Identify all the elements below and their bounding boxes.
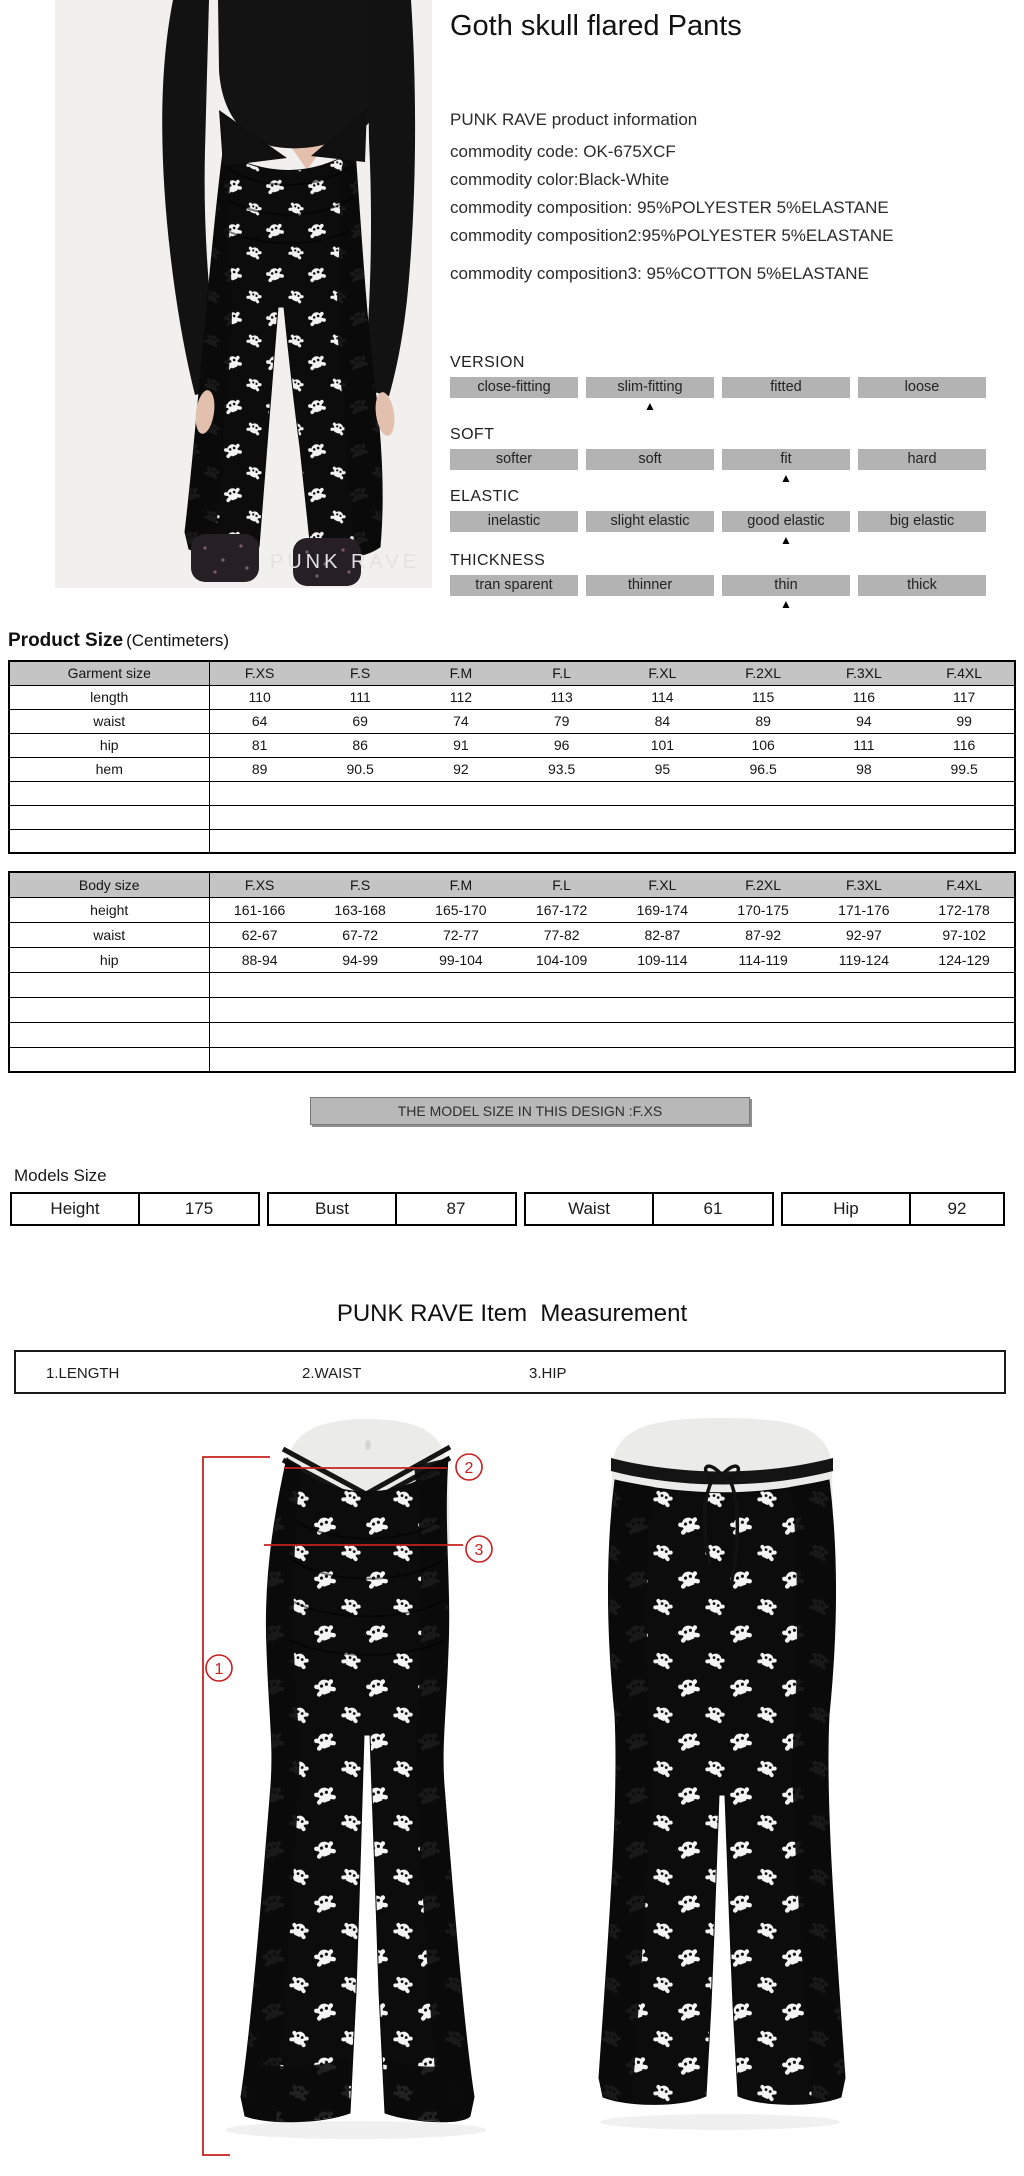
- model-size-value: 87: [446, 1199, 466, 1218]
- size-value: 119-124: [814, 947, 915, 972]
- size-value: 89: [713, 709, 814, 733]
- model-size-banner: THE MODEL SIZE IN THIS DESIGN :F.XS: [310, 1097, 750, 1125]
- empty-cell: [9, 972, 209, 997]
- size-value: 72-77: [411, 922, 512, 947]
- measurement-legend: [14, 1350, 1006, 1394]
- empty-cell: [9, 1022, 209, 1047]
- selection-arrow-icon: ▲: [780, 471, 792, 485]
- model-size-box: [10, 1192, 260, 1226]
- size-table-corner-header: Body size: [9, 872, 209, 897]
- legend-length: 1.LENGTH: [46, 1365, 120, 1382]
- size-value: 64: [209, 709, 310, 733]
- size-value: 99-104: [411, 947, 512, 972]
- product-title: Goth skull flared Pants: [450, 10, 742, 42]
- empty-cell: [9, 805, 209, 829]
- size-value: 172-178: [914, 897, 1015, 922]
- size-column-header: F.L: [511, 872, 612, 897]
- size-value: 116: [814, 685, 915, 709]
- brand-watermark: PUNK RAVE: [269, 551, 420, 573]
- size-column-header: F.2XL: [713, 661, 814, 685]
- size-value: 96: [511, 733, 612, 757]
- size-value: 111: [814, 733, 915, 757]
- size-value: 90.5: [310, 757, 411, 781]
- model-size-label: Hip: [783, 1194, 911, 1224]
- size-value: 89: [209, 757, 310, 781]
- garment-size-table: [8, 660, 1016, 854]
- attribute-option: thinner: [586, 575, 714, 596]
- product-size-heading-text: Product Size: [8, 630, 124, 651]
- product-info-line: commodity composition3: 95%COTTON 5%ELASTANE: [450, 264, 869, 283]
- empty-cell: [9, 829, 209, 853]
- attribute-option: thick: [858, 575, 986, 596]
- size-value: 110: [209, 685, 310, 709]
- front-floor-shadow: [226, 2121, 486, 2139]
- size-column-header: F.4XL: [914, 661, 1015, 685]
- size-row-label: waist: [9, 922, 209, 947]
- attribute-scales: [450, 0, 990, 620]
- empty-cell: [9, 1047, 209, 1072]
- attribute-option: thin: [722, 575, 850, 596]
- size-column-header: F.XL: [612, 872, 713, 897]
- size-value: 79: [511, 709, 612, 733]
- size-value: 91: [411, 733, 512, 757]
- model-size-label: Waist: [526, 1194, 654, 1224]
- attribute-options-row: [450, 449, 986, 470]
- size-value: 111: [310, 685, 411, 709]
- size-row-label: hip: [9, 733, 209, 757]
- product-info-line: commodity code: OK-675XCF: [450, 142, 676, 161]
- size-value: 124-129: [914, 947, 1015, 972]
- model-size-value: 61: [703, 1199, 723, 1218]
- size-value: 98: [814, 757, 915, 781]
- length-annotation-marker: [206, 1655, 232, 1681]
- size-value: 112: [411, 685, 512, 709]
- size-value: 62-67: [209, 922, 310, 947]
- product-photo: [55, 0, 432, 588]
- size-value: 167-172: [511, 897, 612, 922]
- size-value: 74: [411, 709, 512, 733]
- size-column-header: F.4XL: [914, 872, 1015, 897]
- empty-cell: [209, 1022, 1015, 1047]
- size-value: 113: [511, 685, 612, 709]
- size-value: 96.5: [713, 757, 814, 781]
- size-value: 92: [411, 757, 512, 781]
- size-value: 114: [612, 685, 713, 709]
- size-row-label: length: [9, 685, 209, 709]
- size-value: 86: [310, 733, 411, 757]
- legend-waist: 2.WAIST: [302, 1365, 362, 1382]
- size-column-header: F.S: [310, 661, 411, 685]
- back-pants-figure: [599, 1418, 845, 2104]
- size-value: 163-168: [310, 897, 411, 922]
- size-value: 115: [713, 685, 814, 709]
- size-value: 92-97: [814, 922, 915, 947]
- attribute-option: soft: [586, 449, 714, 470]
- attribute-options-row: [450, 511, 986, 532]
- size-column-header: F.S: [310, 872, 411, 897]
- attribute-option: fitted: [722, 377, 850, 398]
- selection-arrow-icon: ▲: [780, 533, 792, 547]
- attribute-name: VERSION: [450, 354, 525, 371]
- size-column-header: F.XS: [209, 661, 310, 685]
- size-row-label: hem: [9, 757, 209, 781]
- attribute-option: close-fitting: [450, 377, 578, 398]
- legend-hip: 3.HIP: [529, 1365, 567, 1382]
- selection-arrow-icon: ▲: [644, 399, 656, 413]
- size-value: 67-72: [310, 922, 411, 947]
- attribute-options-row: [450, 575, 986, 596]
- empty-cell: [209, 805, 1015, 829]
- empty-cell: [209, 1047, 1015, 1072]
- attribute-name: ELASTIC: [450, 488, 520, 505]
- size-value: 101: [612, 733, 713, 757]
- size-value: 77-82: [511, 922, 612, 947]
- attribute-options-row: [450, 377, 986, 398]
- attribute-option: tran sparent: [450, 575, 578, 596]
- size-value: 94-99: [310, 947, 411, 972]
- size-row-label: hip: [9, 947, 209, 972]
- empty-cell: [9, 997, 209, 1022]
- attribute-name: SOFT: [450, 426, 495, 443]
- size-column-header: F.L: [511, 661, 612, 685]
- size-value: 109-114: [612, 947, 713, 972]
- size-table-corner-header: Garment size: [9, 661, 209, 685]
- hip-annotation-marker: [466, 1536, 492, 1562]
- size-value: 69: [310, 709, 411, 733]
- size-row-label: height: [9, 897, 209, 922]
- attribute-option: softer: [450, 449, 578, 470]
- model-size-box: [267, 1192, 517, 1226]
- model-size-label: Height: [12, 1194, 140, 1224]
- model-size-box: [524, 1192, 774, 1226]
- product-info-header: PUNK RAVE product information: [450, 110, 698, 129]
- size-value: 99.5: [914, 757, 1015, 781]
- attribute-option: inelastic: [450, 511, 578, 532]
- attribute-option: big elastic: [858, 511, 986, 532]
- product-size-unit: (Centimeters): [126, 631, 230, 650]
- svg-text:1: 1: [214, 1661, 224, 1678]
- size-value: 169-174: [612, 897, 713, 922]
- size-value: 104-109: [511, 947, 612, 972]
- selection-arrow-icon: ▲: [780, 597, 792, 611]
- product-info-line: commodity composition: 95%POLYESTER 5%ELASTANE: [450, 198, 889, 217]
- size-value: 116: [914, 733, 1015, 757]
- attribute-option: slight elastic: [586, 511, 714, 532]
- size-value: 84: [612, 709, 713, 733]
- measurement-heading: PUNK RAVE Item Measurement: [336, 1300, 688, 1327]
- measurement-diagram: [0, 1400, 1024, 2176]
- size-column-header: F.M: [411, 661, 512, 685]
- attribute-option: loose: [858, 377, 986, 398]
- size-column-header: F.3XL: [814, 661, 915, 685]
- size-column-header: F.3XL: [814, 872, 915, 897]
- size-value: 82-87: [612, 922, 713, 947]
- size-column-header: F.M: [411, 872, 512, 897]
- size-column-header: F.XS: [209, 872, 310, 897]
- empty-cell: [209, 997, 1015, 1022]
- size-value: 170-175: [713, 897, 814, 922]
- attribute-option: good elastic: [722, 511, 850, 532]
- attribute-option: slim-fitting: [586, 377, 714, 398]
- model-size-value: 175: [184, 1199, 214, 1218]
- attribute-option: hard: [858, 449, 986, 470]
- size-value: 97-102: [914, 922, 1015, 947]
- empty-cell: [9, 781, 209, 805]
- empty-cell: [209, 829, 1015, 853]
- size-value: 99: [914, 709, 1015, 733]
- size-value: 161-166: [209, 897, 310, 922]
- model-size-label: Bust: [269, 1194, 397, 1224]
- size-column-header: F.2XL: [713, 872, 814, 897]
- size-value: 114-119: [713, 947, 814, 972]
- empty-cell: [209, 781, 1015, 805]
- model-size-box: [781, 1192, 1005, 1226]
- size-value: 88-94: [209, 947, 310, 972]
- empty-cell: [209, 972, 1015, 997]
- product-size-heading: [8, 630, 229, 652]
- size-value: 165-170: [411, 897, 512, 922]
- size-value: 106: [713, 733, 814, 757]
- model-size-value: 92: [947, 1199, 967, 1218]
- body-size-table: [8, 871, 1016, 1073]
- svg-text:2: 2: [464, 1460, 474, 1477]
- svg-text:3: 3: [474, 1542, 484, 1559]
- product-info-line: commodity composition2:95%POLYESTER 5%ELASTANE: [450, 226, 894, 245]
- size-value: 93.5: [511, 757, 612, 781]
- size-row-label: waist: [9, 709, 209, 733]
- back-floor-shadow: [600, 2114, 840, 2130]
- size-value: 95: [612, 757, 713, 781]
- size-value: 81: [209, 733, 310, 757]
- models-size-heading: Models Size: [14, 1166, 107, 1185]
- size-column-header: F.XL: [612, 661, 713, 685]
- product-info-line: commodity color:Black-White: [450, 170, 670, 189]
- size-value: 117: [914, 685, 1015, 709]
- attribute-name: THICKNESS: [450, 552, 546, 569]
- front-pants-figure: [241, 1419, 474, 2122]
- size-value: 171-176: [814, 897, 915, 922]
- waist-annotation-marker: [456, 1454, 482, 1480]
- attribute-option: fit: [722, 449, 850, 470]
- size-value: 87-92: [713, 922, 814, 947]
- size-value: 94: [814, 709, 915, 733]
